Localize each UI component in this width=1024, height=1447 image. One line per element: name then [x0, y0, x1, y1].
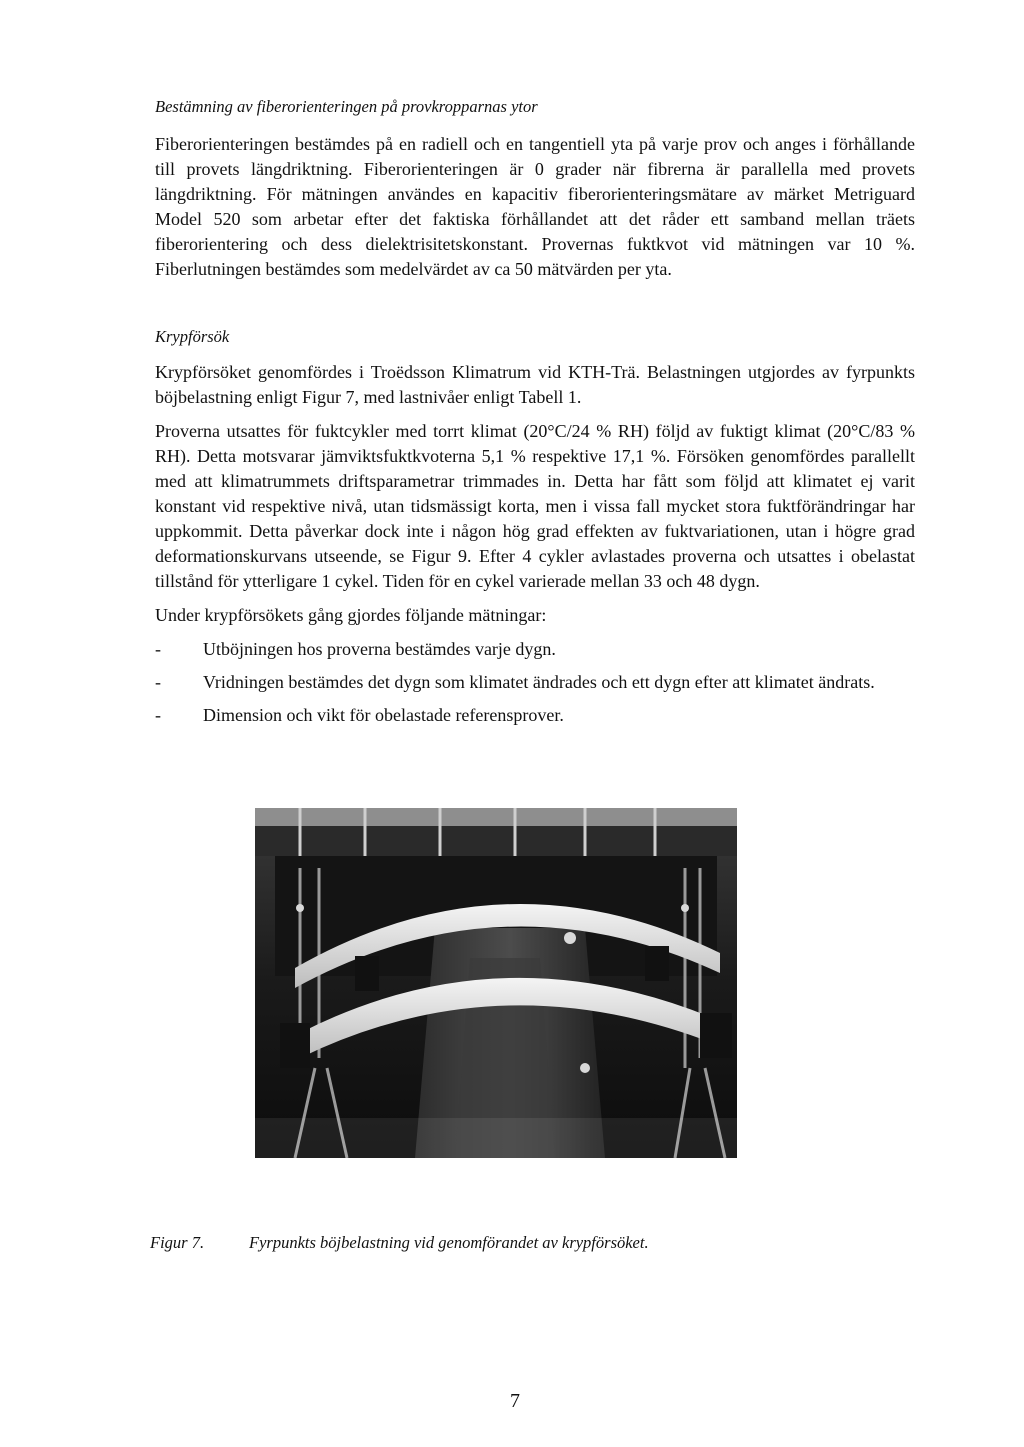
list-item: [155, 670, 915, 695]
creep-paragraph-1: Krypförsöket genomfördes i Troëdsson Klimatrum vid KTH-Trä. Belastningen utgjordes av fyrpunkts böjbelastning enligt Figur 7, med lastnivåer enligt Tabell 1.: [155, 362, 915, 407]
list-dash: -: [155, 672, 161, 692]
list-item: [155, 703, 915, 728]
section-creep-test: [155, 326, 915, 728]
list-item-text: Vridningen bestämdes det dygn som klimatet ändrades och ett dygn efter att klimatet ändrats.: [203, 672, 875, 692]
measurement-list: [155, 637, 915, 728]
list-item: [155, 637, 915, 662]
section-heading-creep-test: Krypförsök: [155, 327, 230, 346]
test-rig-photo-drawing: [255, 808, 737, 1158]
section-heading-fiberorientation: Bestämning av fiberorienteringen på provkropparnas ytor: [155, 97, 538, 116]
section-fiberorientation: [155, 96, 915, 282]
creep-paragraph-2: Proverna utsattes för fuktcykler med torrt klimat (20°C/24 % RH) följd av fuktigt klimat (20°C/83 % RH). Detta motsvarar jämviktsfuktkvoterna 5,1 % respektive 17,1 %. Försöken genomfördes parallellt med att klimatrummets driftsparametrar trimmades in. Detta har fått som följd att klimatet ej varit konstant vid respektive nivå, utan tidsmässigt korta, men i vissa fall mycket stora fuktförändringar har uppkommit. Detta påverkar dock inte i någon hög grad effekten av fuktvariationen, utan i högre grad deformationskurvans utseende, se Figur 9. Efter 4 cykler avlastades proverna och utsattes i obelastat tillstånd för ytterligare 1 cykel. Tiden för en cykel varierade mellan 33 och 48 dygn.: [155, 421, 915, 591]
list-item-text: Dimension och vikt för obelastade referensprover.: [203, 705, 564, 725]
fiberorientation-paragraph: Fiberorienteringen bestämdes på en radiell och en tangentiell yta på varje prov och anges i förhållande till provets längdriktning. Fiberorienteringen är 0 grader när fibrerna är parallella med provets längdriktning. För mätningen användes en kapacitiv fiberorienteringsmätare av märket Metriguard Model 520 som arbetar efter det faktiska förhållandet att det råder ett samband mellan träets fiberorientering och dess dielektrisitetskonstant. Provernas fuktkvot vid mätningen var 10 %. Fiberlutningen bestämdes som medelvärdet av ca 50 mätvärden per yta.: [155, 134, 915, 279]
figure-caption: [150, 1233, 649, 1253]
list-dash: -: [155, 639, 161, 659]
page-number: 7: [510, 1390, 520, 1412]
test-rig-photo: [255, 808, 737, 1158]
figure-caption-text: Fyrpunkts böjbelastning vid genomförandet av krypförsöket.: [249, 1233, 649, 1252]
list-dash: -: [155, 705, 161, 725]
creep-paragraph-3: Under krypförsökets gång gjordes följande mätningar:: [155, 605, 547, 625]
figure-label: Figur 7.: [150, 1233, 205, 1252]
list-item-text: Utböjningen hos proverna bestämdes varje dygn.: [203, 639, 556, 659]
